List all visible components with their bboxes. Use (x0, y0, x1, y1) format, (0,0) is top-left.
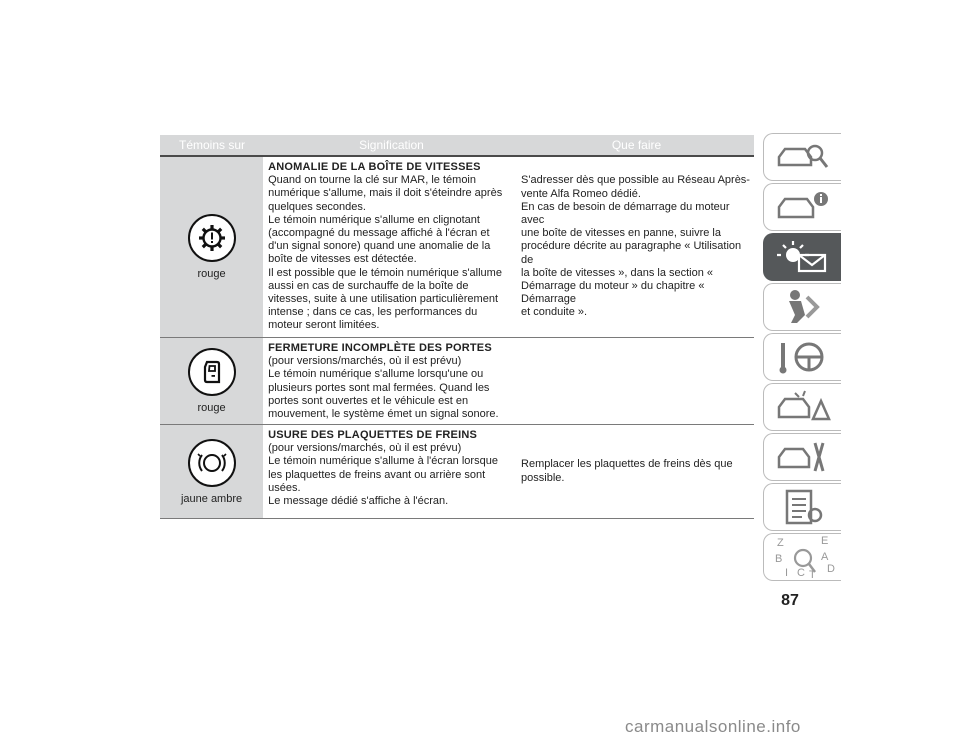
meaning-line: portes sont ouvertes et le véhicule est en (268, 394, 469, 407)
tab-technical-data[interactable] (763, 483, 841, 531)
meaning-line: mouvement, le système émet un signal sonore. (268, 408, 499, 421)
action-line: Démarrage du moteur » du chapitre « Démarrage (521, 280, 705, 306)
watermark: carmanualsonline.info (625, 717, 801, 736)
meaning-line: Le témoin numérique s'allume lorsqu'une ou (268, 368, 484, 381)
maintenance-icon (775, 437, 831, 477)
emergency-icon (775, 387, 831, 427)
meaning-line: d'un signal sonore) quand une anomalie de la (268, 240, 491, 253)
meaning-line: les plaquettes de freins avant ou arrière sont (268, 468, 486, 481)
meaning-line: numérique s'allume, mais il doit s'éteindre après (268, 187, 503, 200)
action-cell (516, 338, 754, 424)
meaning-line: quelques secondes. (268, 200, 366, 213)
index-letter: I (784, 567, 788, 579)
door-open-icon (188, 348, 236, 396)
action-line: une boîte de vitesses en panne, suivre la (521, 227, 721, 240)
color-label: rouge (197, 268, 226, 280)
action-cell (516, 425, 754, 518)
meaning-line: aussi en cas de surchauffe de la boîte de (268, 279, 469, 292)
meaning-line: vitesses, suite à une utilisation particulièrement (268, 293, 499, 306)
meaning-line: boîte de vitesses est détectée. (268, 253, 417, 266)
action-line: En cas de besoin de démarrage du moteur avec (521, 200, 730, 226)
tab-warning-lights[interactable] (763, 233, 841, 281)
header-action: Que faire (611, 138, 662, 152)
index-letter: C (796, 567, 805, 579)
meaning-line: Quand on tourne la clé sur MAR, le témoin (268, 174, 476, 187)
meaning-line: Il est possible que le témoin numérique s'allume (268, 266, 502, 279)
car-search-icon (775, 139, 831, 175)
header-meaning: Signification (359, 138, 424, 152)
warning-light-message-icon (773, 237, 833, 277)
meaning-line: (pour versions/marchés, où il est prévu) (268, 442, 462, 455)
index-letter: D (826, 563, 835, 575)
row-title: USURE DES PLAQUETTES DE FREINS (268, 429, 478, 441)
icon-cell (160, 338, 263, 424)
meaning-cell (263, 157, 516, 337)
car-info-icon (775, 189, 831, 225)
action-cell (516, 157, 754, 337)
table-row (160, 157, 754, 338)
tab-index[interactable] (763, 533, 841, 581)
gearbox-warning-icon (188, 214, 236, 262)
meaning-line: Le témoin numérique s'allume à l'écran lorsque (268, 455, 498, 468)
action-line: procédure décrite au paragraphe « Utilisation de (521, 240, 742, 266)
meaning-cell (263, 425, 516, 518)
meaning-line: (accompagné du message affiché à l'écran et (268, 227, 490, 240)
action-line: et conduite ». (521, 306, 588, 319)
icon-cell (160, 425, 263, 518)
tab-maintenance[interactable] (763, 433, 841, 481)
meaning-line: (pour versions/marchés, où il est prévu) (268, 355, 462, 368)
meaning-line: Le message dédié s'affiche à l'écran. (268, 495, 449, 508)
action-line: S'adresser dès que possible au Réseau Après- (521, 174, 750, 187)
safety-airbag-icon (775, 287, 831, 327)
table-row (160, 425, 754, 519)
color-label: rouge (197, 402, 226, 414)
action-line: vente Alfa Romeo dédié. (521, 187, 641, 200)
action-line: possible. (521, 471, 565, 484)
index-letter: E (820, 535, 828, 547)
meaning-line: plusieurs portes sont mal fermées. Quand les (268, 381, 490, 394)
warning-lights-table (160, 135, 754, 519)
index-letter: B (774, 553, 782, 565)
header-screen-lights: Témoins sur (178, 138, 246, 152)
meaning-line: intense ; dans ce cas, les performances du (268, 306, 478, 319)
index-letter: Z (776, 537, 784, 549)
page-number: 87 (781, 592, 799, 609)
chapter-tabs (763, 133, 841, 583)
action-line: la boîte de vitesses », dans la section « (521, 266, 714, 279)
meaning-line: moteur seront limitées. (268, 319, 380, 332)
row-title: FERMETURE INCOMPLÈTE DES PORTES (268, 342, 492, 354)
color-label: jaune ambre (180, 492, 243, 505)
technical-data-icon (775, 487, 831, 527)
tab-safety[interactable] (763, 283, 841, 331)
action-line: Remplacer les plaquettes de freins dès que (521, 458, 733, 471)
brake-pad-wear-icon (188, 439, 236, 487)
tab-emergency[interactable] (763, 383, 841, 431)
index-letter: A (820, 551, 828, 563)
starting-driving-icon (775, 337, 831, 377)
index-icon (771, 534, 835, 580)
tab-car-search[interactable] (763, 133, 841, 181)
tab-starting-driving[interactable] (763, 333, 841, 381)
meaning-line: usées. (268, 481, 301, 494)
meaning-line: Le témoin numérique s'allume en clignotant (268, 213, 480, 226)
table-row (160, 338, 754, 425)
table-header (160, 135, 754, 157)
meaning-cell (263, 338, 516, 424)
tab-car-info[interactable] (763, 183, 841, 231)
icon-cell (160, 157, 263, 337)
row-title: ANOMALIE DE LA BOÎTE DE VITESSES (268, 161, 481, 173)
index-letter: T (808, 569, 816, 580)
